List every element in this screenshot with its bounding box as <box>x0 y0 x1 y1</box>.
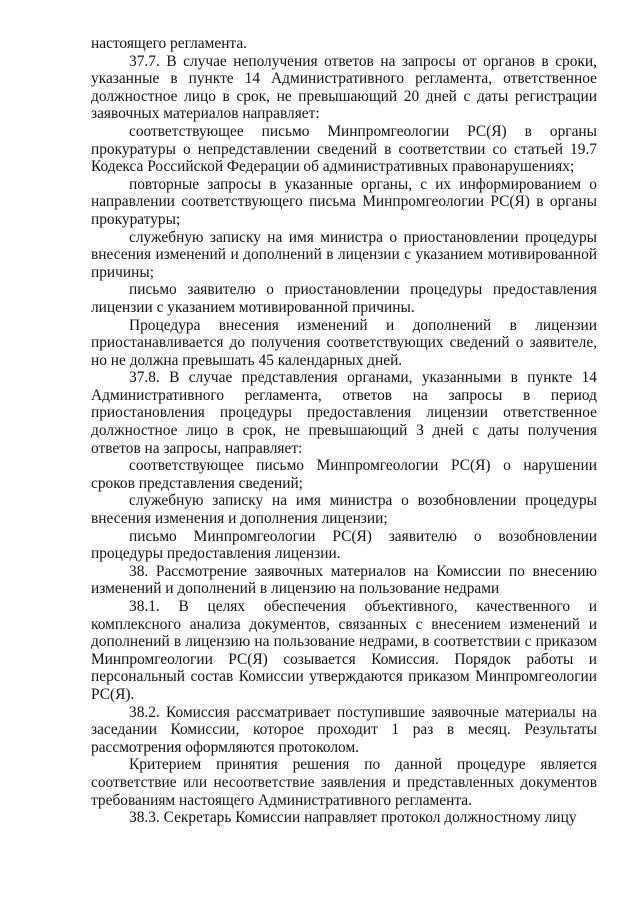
paragraph-38-2: 38.2. Комиссия рассматривает поступившие заявочные материалы на заседании Комиссии, которое проходит 1 раз в месяц. Результаты рассмотрения оформляются протоколом. <box>91 703 597 756</box>
paragraph-38-3: 38.3. Секретарь Комиссии направляет протокол должностному лицу <box>129 809 577 827</box>
paragraph-criterion: Критерием принятия решения по данной процедуре является соответствие или несоответствие заявления и представленных документов требованиям настоящего Административного регламента. <box>91 756 597 809</box>
paragraph-continuation: настоящего регламента. <box>91 35 248 52</box>
paragraph-letter-prosecutor: соответствующее письмо Минпромгеологии РС(Я) в органы прокуратуры о непредставлении сведений в соответствии со статьей 19.7 Кодекса Российской Федерации об административных правонарушениях; <box>91 122 597 176</box>
paragraph-procedure-suspended: Процедура внесения изменений и дополнений в лицензии приостанавливается до получения соответствующих сведений о заявителе, но не должна превышать 45 календарных дней. <box>91 316 597 369</box>
paragraph-letter-violation: соответствующее письмо Минпромгеологии РС(Я) о нарушении сроков представления сведений; <box>91 457 597 492</box>
paragraph-38-1: 38.1. В целях обеспечения объективного, качественного и комплексного анализа документов, связанных с внесением изменений и дополнений в лицензию на пользование недрами, в соответствии с приказом Минпромгеологии РС(Я) созывается Комиссия. Порядок работы и персональный состав Комиссии утверждаются приказом Минпромгеологии РС(Я). <box>91 598 597 703</box>
paragraph-37-8: 37.8. В случае представления органами, указанными в пункте 14 Административного регламента, ответов на запросы в период приостановления процедуры предоставления лицензии ответственное должностное лицо в срок, не превышающий 3 дней с даты получения ответов на запросы, направляет: <box>91 369 597 457</box>
paragraph-letter-applicant: письмо заявителю о приостановлении процедуры предоставления лицензии с указанием мотивированной причины. <box>91 281 597 316</box>
paragraph-memo-resumption: служебную записку на имя министра о возобновлении процедуры внесения изменения и дополнения лицензии; <box>91 492 597 528</box>
paragraph-memo-suspension: служебную записку на имя министра о приостановлении процедуры внесения изменений и дополнений в лицензии с указанием мотивированной причины; <box>91 228 597 281</box>
paragraph-37-7: 37.7. В случае неполучения ответов на запросы от органов в сроки, указанные в пункте 14 Административного регламента, ответственное должностное лицо в срок, не превышающий 20 дней с даты регистрации заявочных материалов направляет: <box>91 52 597 123</box>
paragraph-repeat-requests: повторные запросы в указанные органы, с их информированием о направлении соответствующего письма Минпромгеологии РС(Я) в органы прокуратуры; <box>91 175 597 228</box>
paragraph-letter-resumption: письмо Минпромгеологии РС(Я) заявителю о возобновлении процедуры предоставления лицензии. <box>91 527 597 563</box>
paragraph-38-heading: 38. Рассмотрение заявочных материалов на Комиссии по внесению изменений и дополнений в лицензию на пользование недрами <box>91 562 597 598</box>
